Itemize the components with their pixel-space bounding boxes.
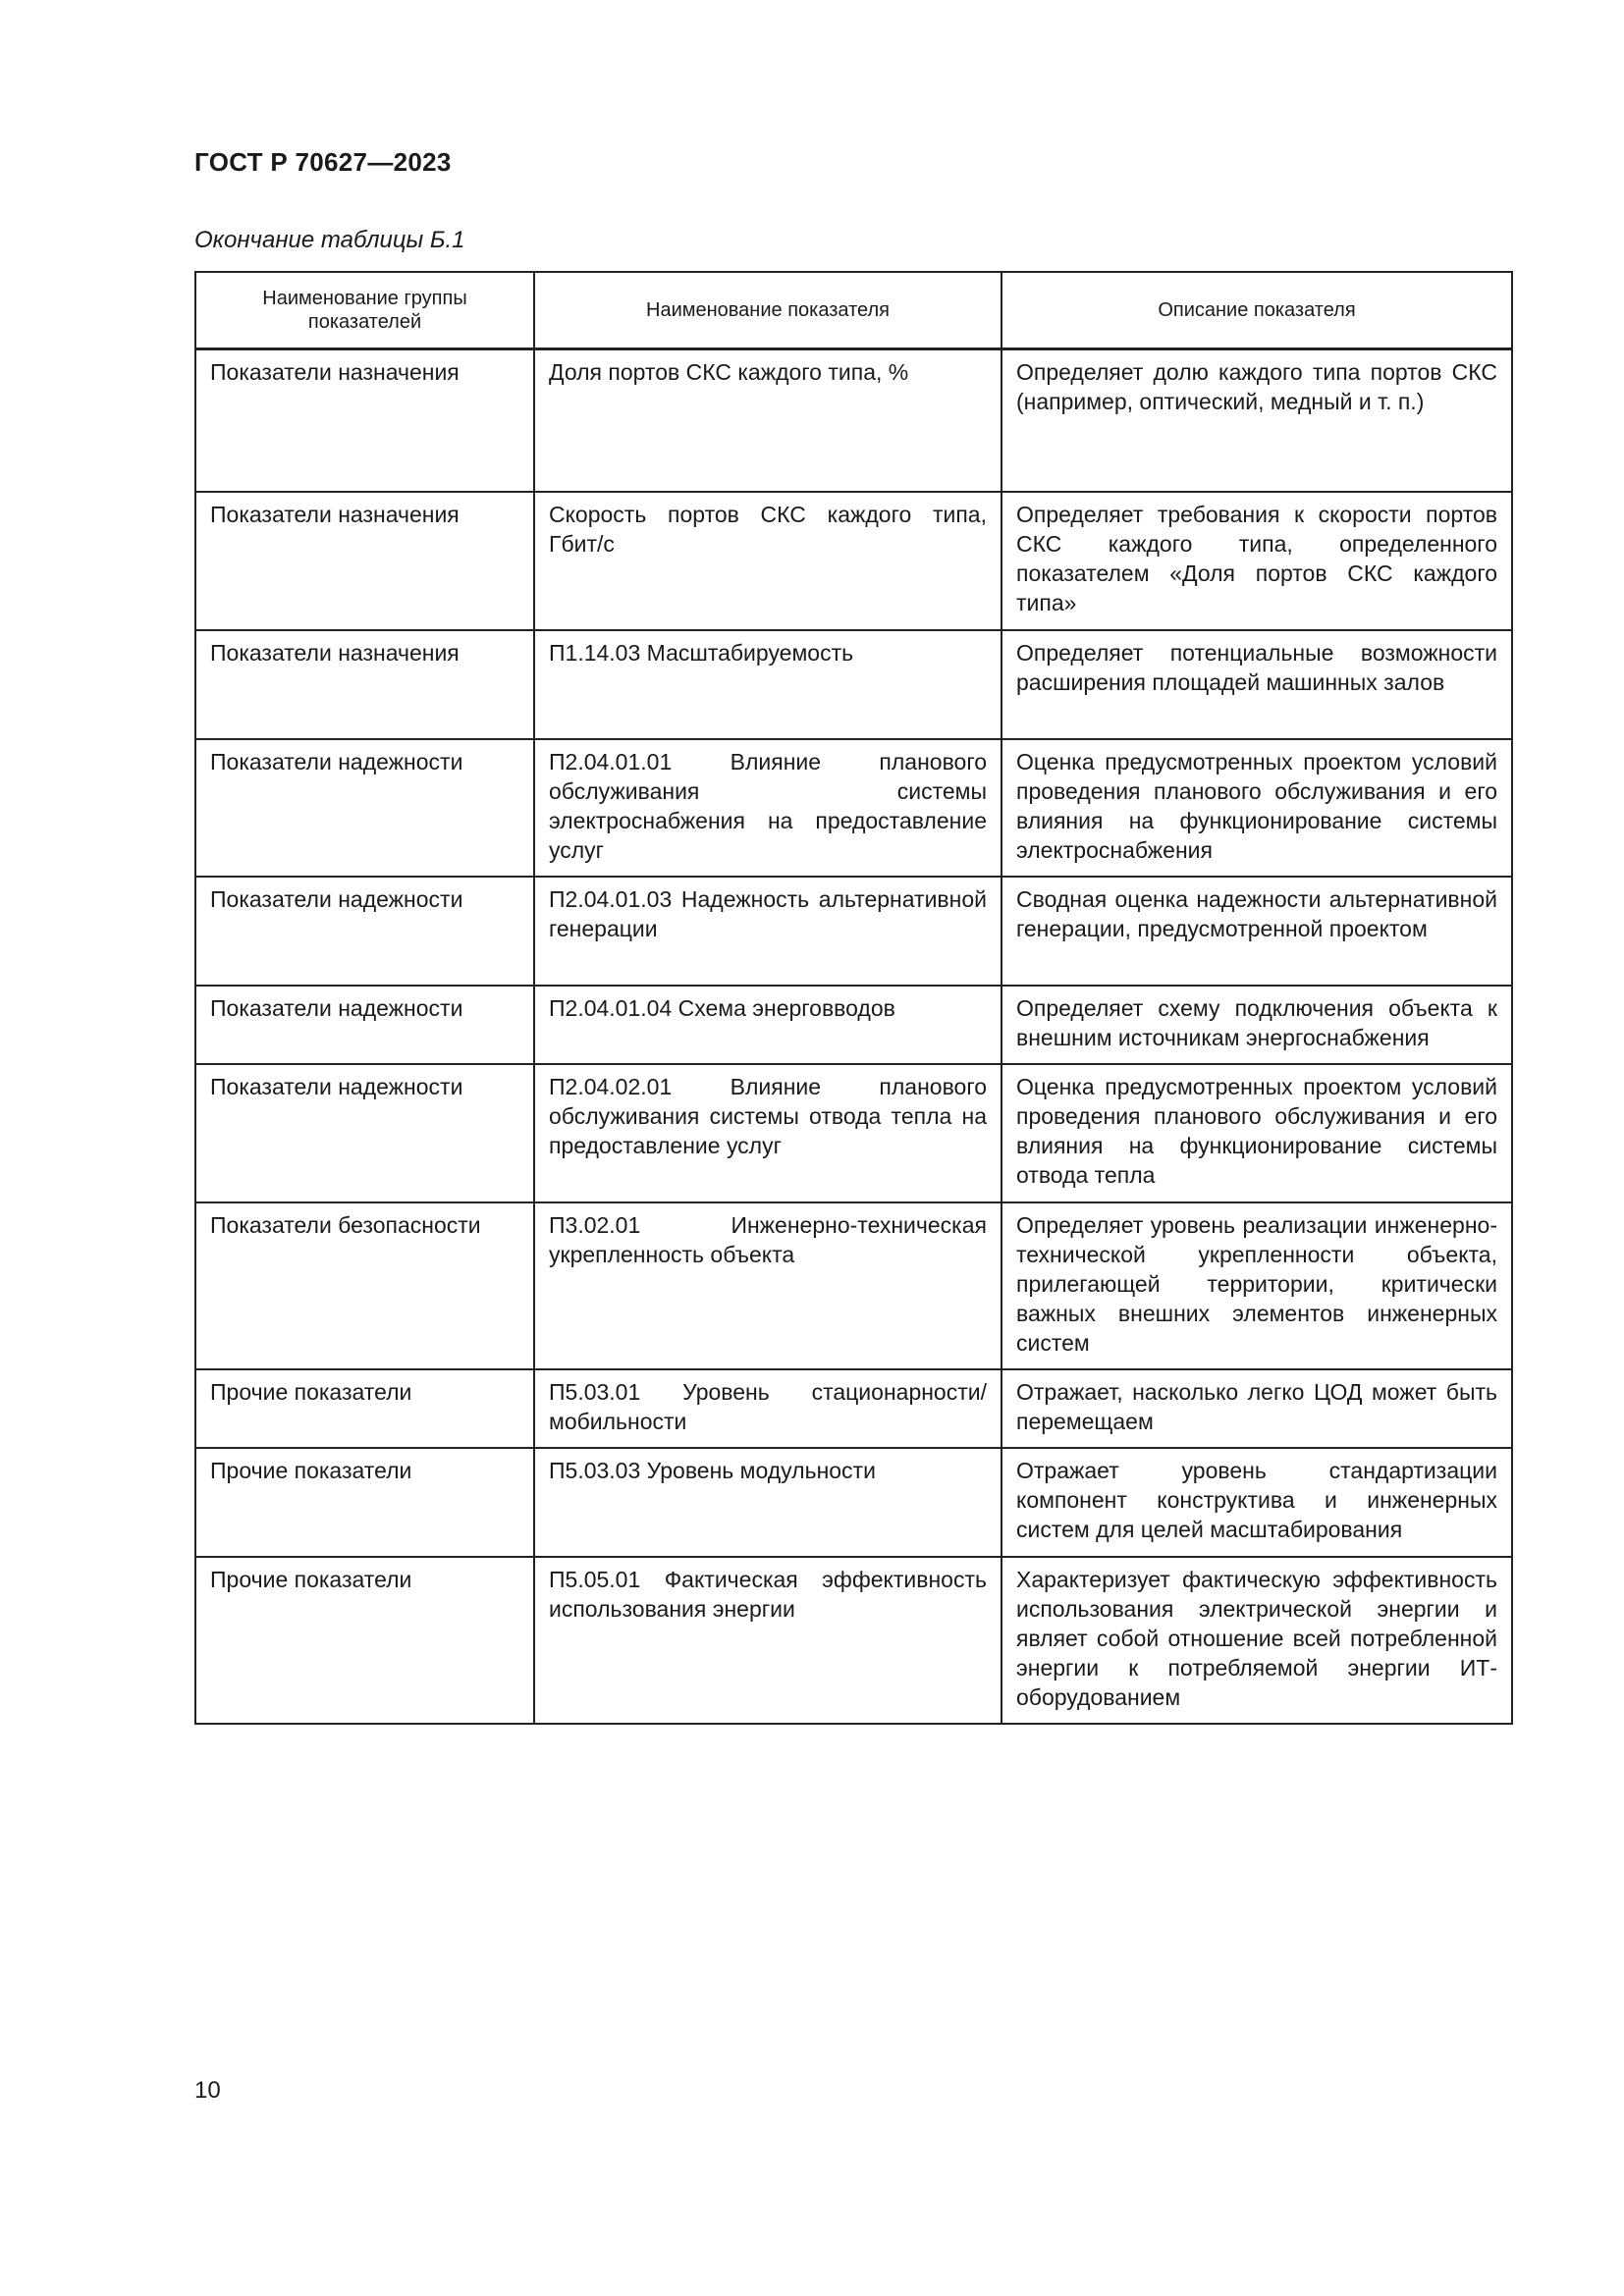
table-row: [195, 1448, 1512, 1557]
document-code: ГОСТ Р 70627—2023: [194, 147, 452, 177]
cell-group: Показатели назначения: [195, 349, 534, 492]
table-row: [195, 877, 1512, 986]
cell-description: Определяет долю каждого типа портов СКС (например, оптический, медный и т. п.): [1001, 349, 1512, 492]
cell-description: Определяет требования к скорости портов СКС каждого типа, определенного показателем «Доля портов СКС каждого типа»: [1001, 492, 1512, 630]
column-header-name: Наименование показателя: [534, 272, 1001, 349]
cell-name: П2.04.01.01 Влияние планового обслуживания системы электроснабжения на предоставление услуг: [534, 739, 1001, 877]
table-row: [195, 492, 1512, 630]
cell-name: Скорость портов СКС каждого типа, Гбит/с: [534, 492, 1001, 630]
cell-description: Сводная оценка надежности альтернативной генерации, предусмотренной проектом: [1001, 877, 1512, 986]
cell-description: Характеризует фактическую эффективность использования электрической энергии и являет собой отношение всей потребленной энергии к потребляемой энергии ИТ-оборудованием: [1001, 1557, 1512, 1724]
cell-description: Оценка предусмотренных проектом условий проведения планового обслуживания и его влияния на функционирование системы отвода тепла: [1001, 1064, 1512, 1202]
table-header: [195, 272, 1512, 349]
cell-group: Показатели безопасности: [195, 1202, 534, 1369]
table-row: [195, 739, 1512, 877]
table-body: [195, 349, 1512, 1724]
cell-name: П1.14.03 Масштабируемость: [534, 630, 1001, 739]
table-row: [195, 1369, 1512, 1448]
table-caption: Окончание таблицы Б.1: [194, 227, 465, 253]
cell-description: Оценка предусмотренных проектом условий проведения планового обслуживания и его влияния на функционирование системы электроснабжения: [1001, 739, 1512, 877]
cell-group: Показатели надежности: [195, 1064, 534, 1202]
page-number: 10: [194, 2077, 221, 2104]
cell-name: Доля портов СКС каждого типа, %: [534, 349, 1001, 492]
cell-group: Показатели надежности: [195, 877, 534, 986]
table-row: [195, 349, 1512, 492]
cell-description: Определяет потенциальные возможности расширения площадей машинных залов: [1001, 630, 1512, 739]
cell-group: Показатели назначения: [195, 492, 534, 630]
column-header-description: Описание показателя: [1001, 272, 1512, 349]
cell-name: П5.03.01 Уровень стационарности/мобильности: [534, 1369, 1001, 1448]
cell-name: П5.05.01 Фактическая эффективность использования энергии: [534, 1557, 1001, 1724]
table-row: [195, 630, 1512, 739]
table-row: [195, 1064, 1512, 1202]
cell-name: П5.03.03 Уровень модульности: [534, 1448, 1001, 1557]
cell-group: Показатели надежности: [195, 739, 534, 877]
header-row: [195, 272, 1512, 349]
cell-description: Определяет схему подключения объекта к внешним источникам энергоснабжения: [1001, 986, 1512, 1064]
cell-group: Показатели надежности: [195, 986, 534, 1064]
cell-description: Отражает, насколько легко ЦОД может быть перемещаем: [1001, 1369, 1512, 1448]
cell-name: П2.04.01.03 Надежность альтернативной генерации: [534, 877, 1001, 986]
column-header-group: Наименование группы показателей: [195, 272, 534, 349]
cell-group: Показатели назначения: [195, 630, 534, 739]
table-row: [195, 1202, 1512, 1369]
cell-name: П2.04.02.01 Влияние планового обслуживания системы отвода тепла на предоставление услуг: [534, 1064, 1001, 1202]
cell-description: Определяет уровень реализации инженерно-технической укрепленности объекта, прилегающей территории, критически важных внешних элементов инженерных систем: [1001, 1202, 1512, 1369]
cell-description: Отражает уровень стандартизации компонент конструктива и инженерных систем для целей масштабирования: [1001, 1448, 1512, 1557]
cell-name: П2.04.01.04 Схема энерговводов: [534, 986, 1001, 1064]
cell-group: Прочие показатели: [195, 1369, 534, 1448]
cell-group: Прочие показатели: [195, 1557, 534, 1724]
cell-group: Прочие показатели: [195, 1448, 534, 1557]
table-row: [195, 986, 1512, 1064]
indicators-table: [194, 271, 1513, 1725]
table-row: [195, 1557, 1512, 1724]
cell-name: П3.02.01 Инженерно-техническая укрепленность объекта: [534, 1202, 1001, 1369]
